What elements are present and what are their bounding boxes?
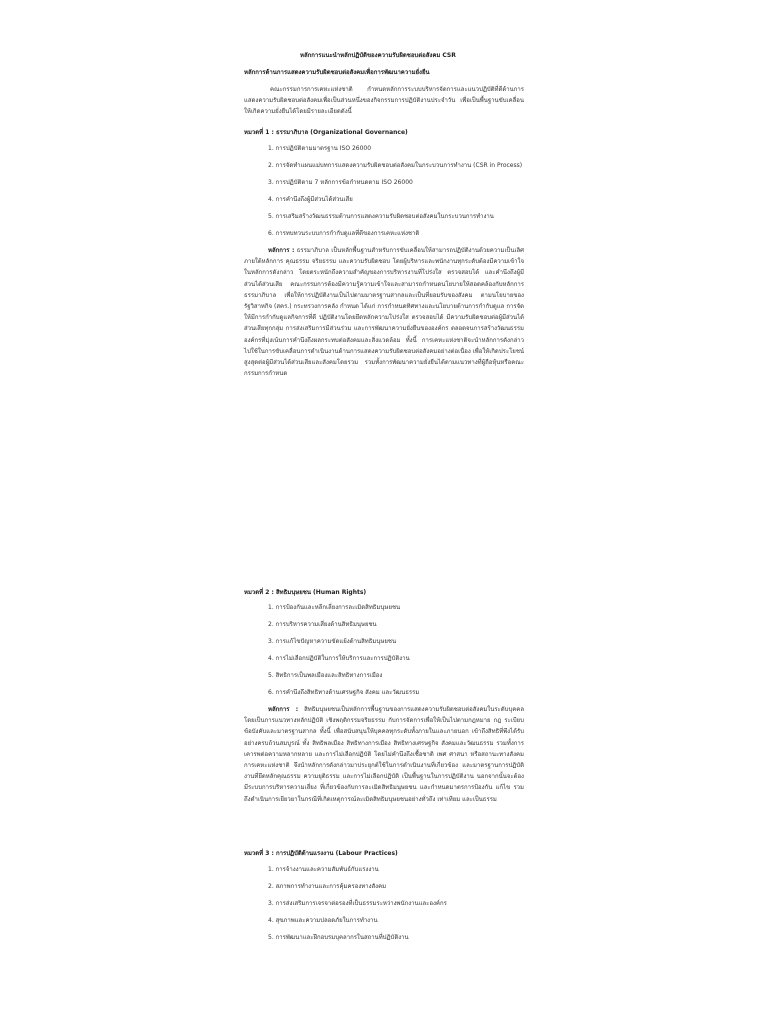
section-1-item: 5. การเสริมสร้างวัฒนธรรมด้านการแสดงความรับผิดชอบต่อสังคมในกระบวนการทำงาน [268, 213, 494, 220]
section-2-item: 3. การแก้ไขปัญหาความขัดแย้งด้านสิทธิมนุษยชน [268, 638, 397, 645]
section-3-item: 1. การจ้างงานและความสัมพันธ์กับแรงงาน [268, 866, 379, 873]
section-2-item: 2. การบริหารความเสี่ยงด้านสิทธิมนุษยชน [268, 621, 377, 628]
section-1-item: 1. การปฏิบัติตามมาตรฐาน ISO 26000 [268, 145, 372, 152]
section-1-principle [244, 245, 524, 378]
section-2-heading: หมวดที่ 2 : สิทธิมนุษยชน (Human Rights) [244, 589, 367, 596]
section-1-principle-text: ธรรมาภิบาล เป็นหลักพื้นฐานสำหรับการขับเคลื่อนให้สามารถปฏิบัติงานด้วยความเป็นเลิศภายใต้หลักการ คุณธรรม จริยธรรม และความรับผิดชอบ โดยผู้บริหารและพนักงานทุกระดับต้องมีความเข้าใจในหลักการดังกล่าว โดยตระหนักถึงความสำคัญของการบริหารงานที่โปร่งใส ตรวจสอบได้ และคำนึงถึงผู้มีส่วนได้ส่วนเสีย คณะกรรมการต้องมีความรู้ความเข้าใจและสามารถกำหนดนโยบายให้สอดคล้องกับหลักการธรรมาภิบาล เพื่อให้การปฏิบัติงานเป็นไปตามมาตรฐานสากลและเป็นที่ยอมรับของสังคม ตามนโยบายของรัฐวิสาหกิจ (สคร.) กระทรวงการคลัง กำหนด ได้แก่ การกำหนดทิศทางและนโยบายด้านการกำกับดูแล การจัดให้มีการกำกับดูแลกิจการที่ดี ปฏิบัติงานโดยยึดหลักความโปร่งใส ตรวจสอบได้ มีความรับผิดชอบต่อผู้มีส่วนได้ส่วนเสียทุกกลุ่ม การส่งเสริมการมีส่วนร่วม และการพัฒนาความยั่งยืนขององค์กร ตลอดจนการสร้างวัฒนธรรมองค์กรที่มุ่งเน้นการคำนึงถึงผลกระทบต่อสังคมและสิ่งแวดล้อม ทั้งนี้ การเคหะแห่งชาติจะนำหลักการดังกล่าวไปใช้ในการขับเคลื่อนการดำเนินงานด้านการแสดงความรับผิดชอบต่อสังคมอย่างต่อเนื่อง เพื่อให้เกิดประโยชน์สูงสุดต่อผู้มีส่วนได้ส่วนเสียและสังคมโดยรวม รวมทั้งการพัฒนาความยั่งยืนได้ตามแนวทางที่ผู้ถือหุ้นหรือคณะกรรมการกำหนด [244, 247, 524, 378]
document-subtitle: หลักการด้านการแสดงความรับผิดชอบต่อสังคมเพื่อการพัฒนาความยั่งยืน [244, 69, 430, 76]
section-1-item: 3. การปฏิบัติตาม 7 หลักการข้อกำหนดตาม ISO 26000 [268, 179, 413, 186]
section-2-principle [244, 704, 524, 828]
section-3-item: 5. การพัฒนาและฝึกอบรมบุคลากรในสถานที่ปฏิบัติงาน [268, 934, 409, 941]
section-1-item: 6. การทบทวนระบบการกำกับดูแลที่ดีของการเคหะแห่งชาติ [268, 230, 420, 237]
section-3-item: 2. สภาพการทำงานและการคุ้มครองทางสังคม [268, 883, 387, 890]
section-2-item: 4. การไม่เลือกปฏิบัติในการให้บริการและการปฏิบัติงาน [268, 655, 410, 662]
section-1-item: 4. การคำนึงถึงผู้มีส่วนได้ส่วนเสีย [268, 196, 353, 203]
intro-paragraph: คณะกรรมการการเคหะแห่งชาติ กำหนดหลักการระบบบริหารจัดการและแนวปฏิบัติที่ดีด้านการแสดงความรับผิดชอบต่อสังคมเพื่อเป็นส่วนหนึ่งของกิจกรรมการปฏิบัติงานประจำวัน เพื่อเป็นพื้นฐานขับเคลื่อนให้เกิดความยั่งยืนได้โดยมีรายละเอียดดังนี้ [244, 86, 524, 116]
section-3-item: 3. การส่งเสริมการเจรจาต่อรองที่เป็นธรรมระหว่างพนักงานและองค์กร [268, 900, 447, 907]
document-title: หลักการแนะนำหลักปฏิบัติของความรับผิดชอบต่อสังคม CSR [300, 52, 456, 59]
section-2-principle-text: สิทธิมนุษยชนเป็นหลักการพื้นฐานของการแสดงความรับผิดชอบต่อสังคมในระดับบุคคล โดยเป็นการแนวทางหลักปฏิบัติ เชิงพฤติกรรมจริยธรรม กับการจัดการเพื่อให้เป็นไปตามกฎหมาย กฎ ระเบียบ ข้อบังคับและมาตรฐานสากล ทั้งนี้ เพื่อสนับสนุนให้บุคคลทุกระดับทั้งภายในและภายนอก เข้าถึงสิทธิที่พึงได้รับอย่างครบถ้วนสมบูรณ์ ทั้ง สิทธิพลเมือง สิทธิทางการเมือง สิทธิทางเศรษฐกิจ สังคมและวัฒนธรรม รวมทั้งการเคารพต่อความหลากหลาย และการไม่เลือกปฏิบัติ โดยไม่คำนึงถึงเชื้อชาติ เพศ ศาสนา หรือสถานะทางสังคม การเคหะแห่งชาติ จึงนำหลักการดังกล่าวมาประยุกต์ใช้ในการดำเนินงานที่เกี่ยวข้อง และมาตรฐานการปฏิบัติงานที่ยึดหลักคุณธรรม ความยุติธรรม และการไม่เลือกปฏิบัติ เป็นพื้นฐานในการปฏิบัติงาน นอกจากนั้นจะต้องมีระบบการบริหารความเสี่ยง ที่เกี่ยวข้องกับการละเมิดสิทธิมนุษยชน และกำหนดมาตรการป้องกัน แก้ไข รวมถึงดำเนินการเยียวยาในกรณีที่เกิดเหตุการณ์ละเมิดสิทธิมนุษยชนอย่างทั่วถึง เท่าเทียม และเป็นธรรม [244, 706, 524, 803]
section-1-principle-lead: หลักการ : [268, 247, 295, 254]
section-3-heading: หมวดที่ 3 : การปฏิบัติด้านแรงงาน (Labour Practices) [244, 850, 398, 857]
section-2-item: 1. การป้องกันและหลีกเลี่ยงการละเมิดสิทธิมนุษยชน [268, 604, 401, 611]
section-2-principle-lead: หลักการ : [268, 706, 299, 713]
section-3-item: 4. สุขภาพและความปลอดภัยในการทำงาน [268, 917, 378, 924]
section-2-item: 5. สิทธิการเป็นพลเมืองและสิทธิทางการเมือง [268, 672, 383, 679]
section-2-item: 6. การคำนึงถึงสิทธิทางด้านเศรษฐกิจ สังคม และวัฒนธรรม [268, 689, 420, 696]
section-1-heading: หมวดที่ 1 : ธรรมาภิบาล (Organizational Governance) [244, 129, 408, 136]
section-1-item: 2. การจัดทำแผนแม่บทการแสดงความรับผิดชอบต่อสังคมในกระบวนการทำงาน (CSR in Process) [268, 162, 523, 169]
